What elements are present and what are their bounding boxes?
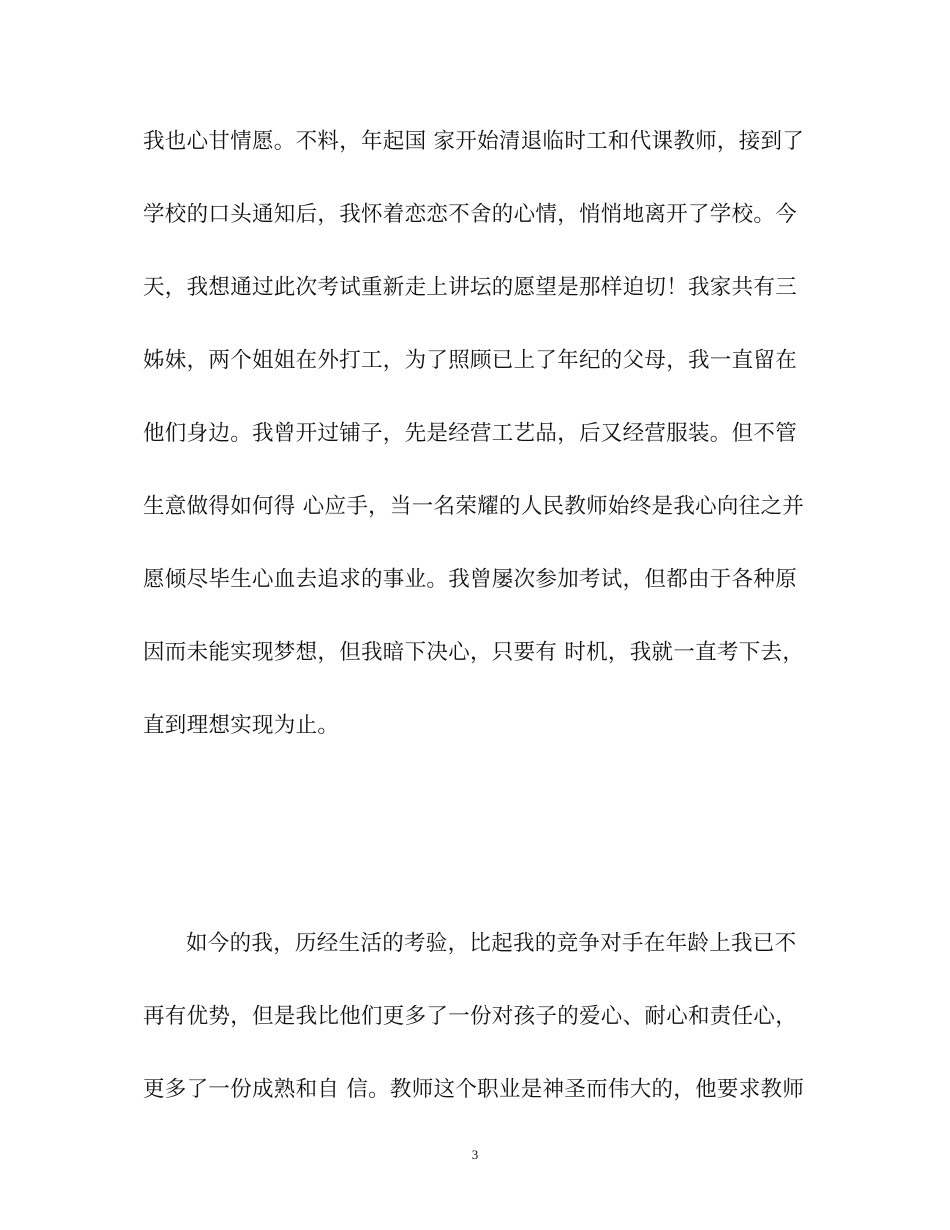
paragraph-1-line-1: 我也心甘情愿。不料，年起国 家开始清退临时工和代课教师，接到了 — [143, 129, 805, 154]
paragraph-1-line-5: 他们身边。我曾开过铺子，先是经营工艺品，后又经营服装。但不管 — [143, 421, 798, 446]
paragraph-1-line-9: 直到理想实现为止。 — [143, 713, 340, 738]
paragraph-2-line-3: 更多了一份成熟和自 信。教师这个职业是神圣而伟大的，他要求教师 — [143, 1077, 805, 1102]
paragraph-1-line-2: 学校的口头通知后，我怀着恋恋不舍的心情，悄悄地离开了学校。今 — [143, 202, 798, 227]
paragraph-1-line-8: 因而未能实现梦想，但我暗下决心，只要有 时机，我就一直考下去， — [143, 640, 805, 665]
page-number: 3 — [471, 1147, 479, 1162]
paragraph-1-line-6: 生意做得如何得 心应手，当一名荣耀的人民教师始终是我心向往之并 — [143, 494, 805, 519]
paragraph-2-line-2: 再有优势，但是我比他们更多了一份对孩子的爱心、耐心和责任心， — [143, 1004, 798, 1029]
paragraph-2-line-1: 如今的我，历经生活的考验，比起我的竞争对手在年龄上我已不 — [186, 931, 797, 956]
paragraph-1-line-7: 愿倾尽毕生心血去追求的事业。我曾屡次参加考试，但都由于各种原 — [143, 567, 798, 592]
paragraph-1-line-3: 天，我想通过此次考试重新走上讲坛的愿望是那样迫切！我家共有三 — [143, 275, 798, 300]
paragraph-1-line-4: 姊妹，两个姐姐在外打工，为了照顾已上了年纪的父母，我一直留在 — [143, 348, 798, 373]
